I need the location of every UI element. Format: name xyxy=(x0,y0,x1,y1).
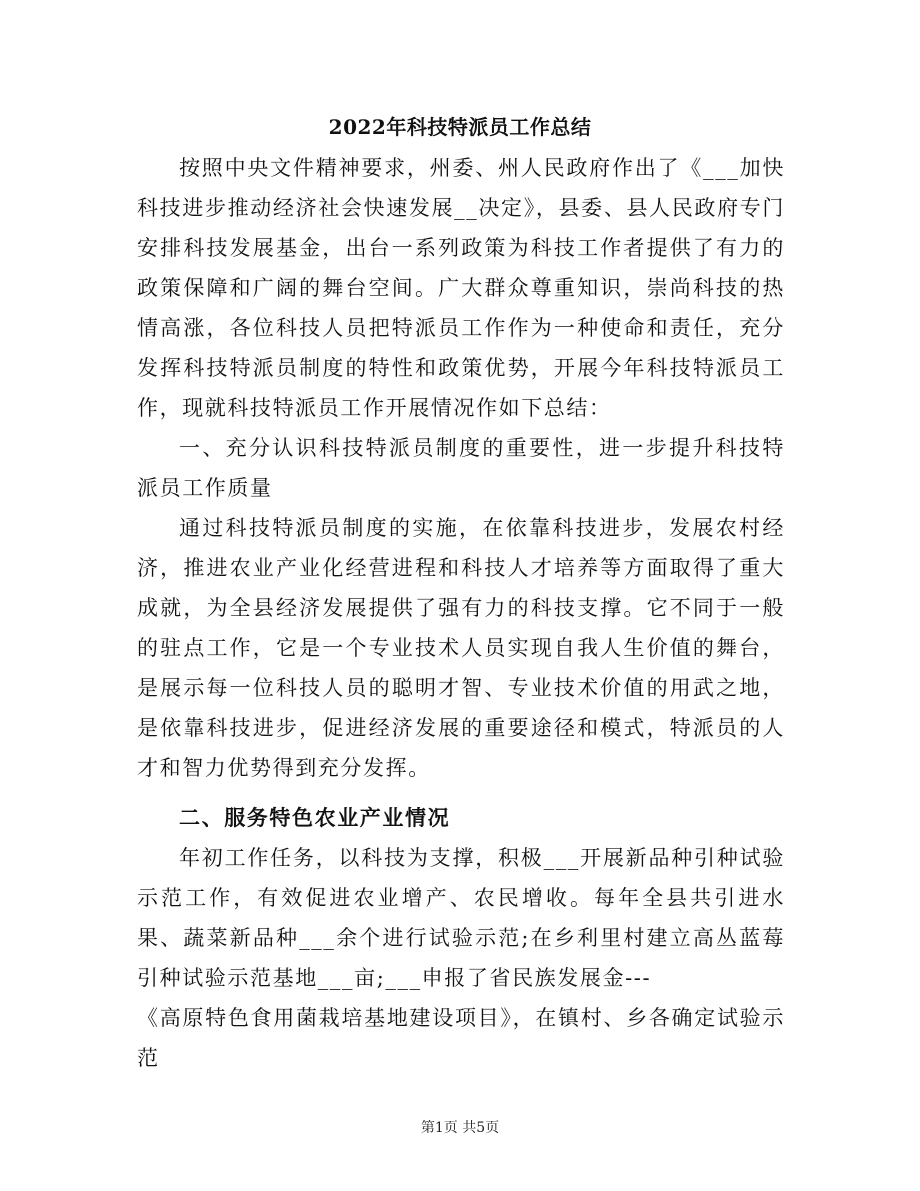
paragraph-section-1: 通过科技特派员制度的实施，在依靠科技进步，发展农村经济，推进农业产业化经营进程和科技人才培养等方面取得了重大成就，为全县经济发展提供了强有力的科技支撑。它不同于一般的驻点工作，它是一个专业技术人员实现自我人生价值的舞台，是展示每一位科技人员的聪明才智、专业技术价值的用武之地，是依靠科技进步，促进经济发展的重要途径和模式，特派员的人才和智力优势得到充分发挥。 xyxy=(137,516,785,780)
document-title: 2022年科技特派员工作总结 xyxy=(328,115,592,139)
page-number-footer: 第1页 共5页 xyxy=(420,1120,500,1136)
section-heading-2: 二、服务特色农业产业情况 xyxy=(179,805,451,830)
paragraph-section-2: 年初工作任务，以科技为支撑，积极___开展新品种引种试验示范工作，有效促进农业增产、农民增收。每年全县共引进水果、蔬菜新品种___余个进行试验示范;在乡利里村建立高丛蓝莓引种试验示范基地___亩;___申报了省民族发展金--- xyxy=(137,846,785,990)
section-heading-1: 一、充分认识科技特派员制度的重要性，进一步提升科技特派员工作质量 xyxy=(137,436,785,500)
paragraph-intro: 按照中央文件精神要求，州委、州人民政府作出了《___加快科技进步推动经济社会快速发展__决定》，县委、县人民政府专门安排科技发展基金，出台一系列政策为科技工作者提供了有力的政策保障和广阔的舞台空间。广大群众尊重知识，崇尚科技的热情高涨，各位科技人员把特派员工作作为一种使命和责任，充分发挥科技特派员制度的特性和政策优势，开展今年科技特派员工作，现就科技特派员工作开展情况作如下总结： xyxy=(137,156,785,420)
paragraph-section-2-continued: 《高原特色食用菌栽培基地建设项目》，在镇村、乡各确定试验示范 xyxy=(137,1006,785,1070)
document-body xyxy=(137,148,785,1078)
